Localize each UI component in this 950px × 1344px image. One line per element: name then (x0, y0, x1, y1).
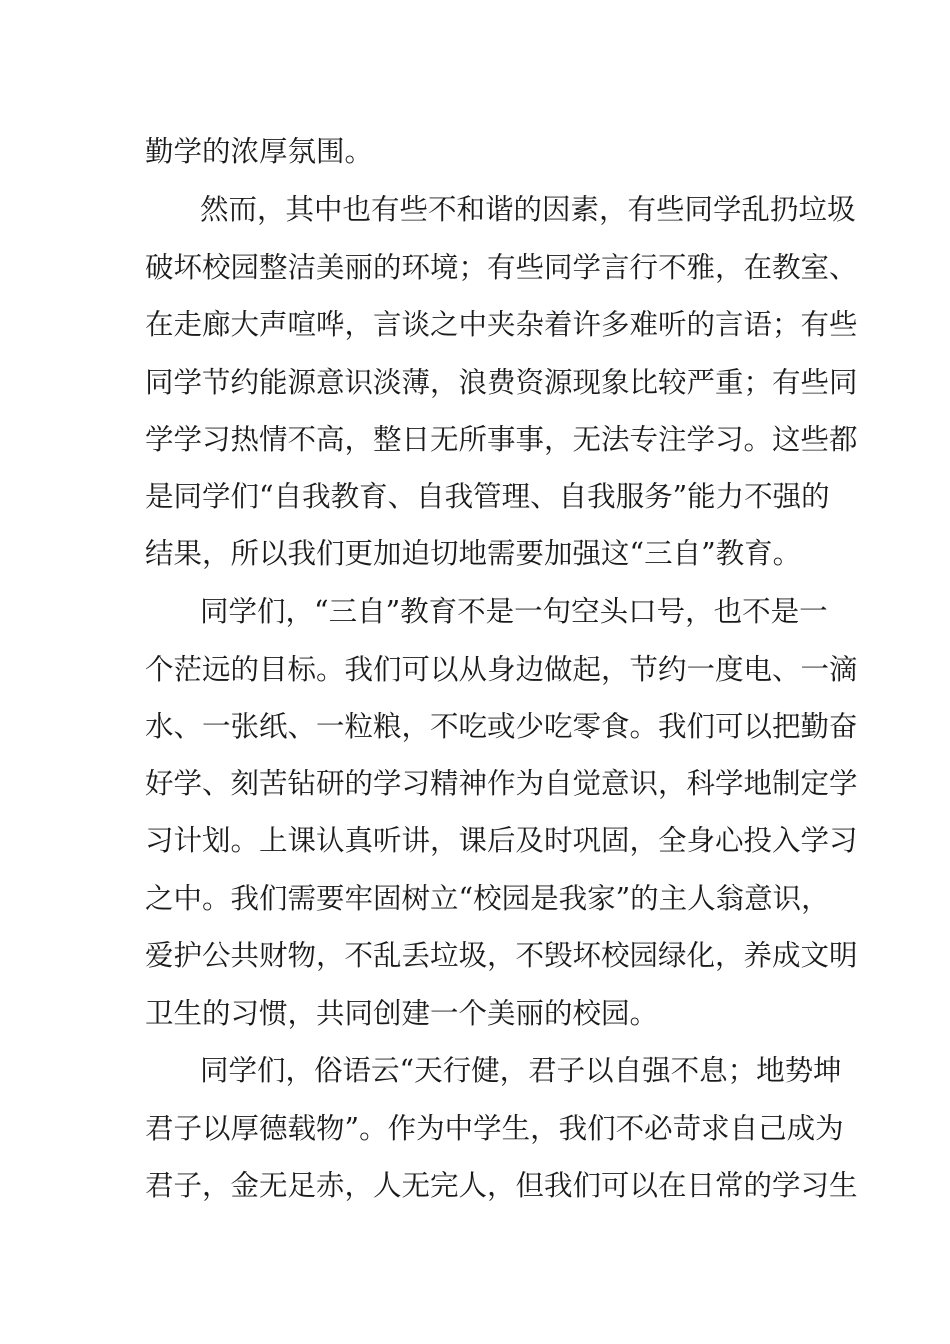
text-line: 结果，所以我们更加迫切地需要加强这“三自”教育。 (145, 537, 802, 570)
text-line: 破坏校园整洁美丽的环境；有些同学言行不雅，在教室、 (145, 251, 858, 284)
text-line: 君子以厚德载物”。作为中学生，我们不必苛求自己成为 (145, 1112, 844, 1145)
text-line: 同学节约能源意识淡薄，浪费资源现象比较严重；有些同 (145, 366, 858, 399)
text-line: 习计划。上课认真听讲，课后及时巩固，全身心投入学习 (145, 824, 858, 857)
text-line: 然而，其中也有些不和谐的因素，有些同学乱扔垃圾 (200, 193, 856, 226)
text-line: 之中。我们需要牢固树立“校园是我家”的主人翁意识， (145, 882, 830, 915)
text-line: 是同学们“自我教育、自我管理、自我服务”能力不强的 (145, 480, 830, 513)
text-line: 好学、刻苦钻研的学习精神作为自觉意识，科学地制定学 (145, 767, 858, 800)
text-line: 卫生的习惯，共同创建一个美丽的校园。 (145, 997, 659, 1030)
text-line: 学学习热情不高，整日无所事事，无法专注学习。这些都 (145, 423, 858, 456)
text-line: 个茫远的目标。我们可以从身边做起，节约一度电、一滴 (145, 653, 858, 686)
text-line: 在走廊大声喧哗，言谈之中夹杂着许多难听的言语；有些 (145, 308, 858, 341)
text-line: 同学们，“三自”教育不是一句空头口号，也不是一 (200, 595, 828, 628)
text-line: 同学们，俗语云“天行健，君子以自强不息；地势坤 (200, 1054, 842, 1087)
text-line: 水、一张纸、一粒粮，不吃或少吃零食。我们可以把勤奋 (145, 710, 858, 743)
text-line: 君子，金无足赤，人无完人，但我们可以在日常的学习生 (145, 1169, 858, 1202)
text-line: 爱护公共财物，不乱丢垃圾，不毁坏校园绿化，养成文明 (145, 939, 858, 972)
text-line: 勤学的浓厚氛围。 (145, 135, 374, 168)
